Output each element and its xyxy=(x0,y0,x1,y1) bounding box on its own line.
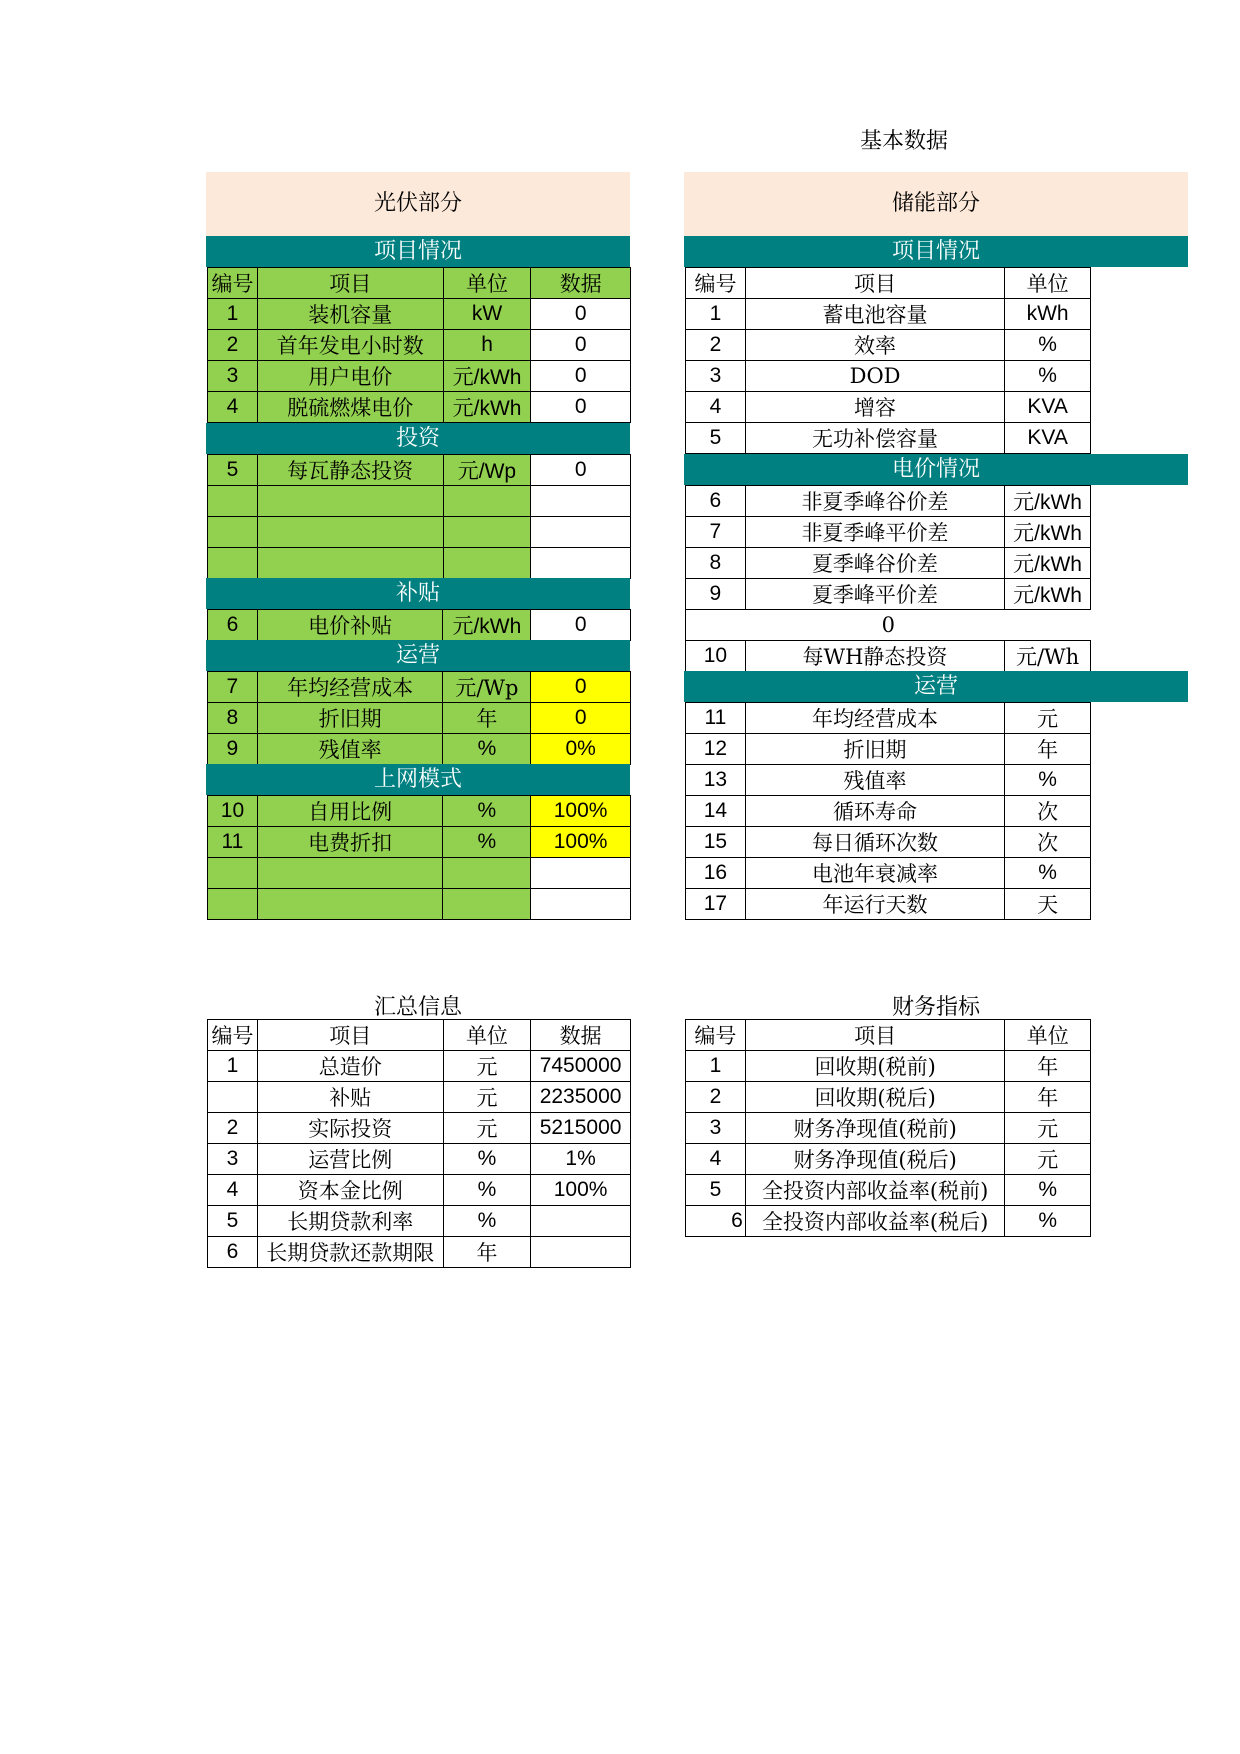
row-item: 长期贷款还款期限 xyxy=(257,1237,443,1268)
row-no: 8 xyxy=(686,548,746,579)
row-item: 回收期(税前) xyxy=(745,1051,1005,1082)
page-title: 基本数据 xyxy=(860,129,949,154)
row-value-cell[interactable]: 100% xyxy=(531,827,631,858)
row-value-cell[interactable]: 0 xyxy=(531,361,631,392)
row-item: 首年发电小时数 xyxy=(257,330,443,361)
header-item: 项目 xyxy=(257,268,443,299)
row-unit: % xyxy=(443,734,531,765)
row-unit: 天 xyxy=(1005,889,1091,920)
table-row xyxy=(208,1113,631,1144)
row-unit: % xyxy=(1005,858,1091,889)
row-unit: % xyxy=(1005,330,1091,361)
row-no: 12 xyxy=(686,734,746,765)
row-item: 折旧期 xyxy=(745,734,1004,765)
table-row xyxy=(208,1082,631,1113)
row-unit: kW xyxy=(443,299,531,330)
row-no: 4 xyxy=(208,392,258,423)
row-item: 实际投资 xyxy=(257,1113,443,1144)
row-no: 10 xyxy=(686,641,746,672)
row-no: 15 xyxy=(686,827,746,858)
table-row xyxy=(208,734,631,765)
es-ops-header: 运营 xyxy=(684,671,1188,702)
row-no: 1 xyxy=(208,299,258,330)
row-unit: h xyxy=(443,330,531,361)
table-row xyxy=(208,858,631,889)
row-unit: 元/Wh xyxy=(1005,641,1091,672)
table-row xyxy=(686,641,1091,672)
table-row xyxy=(208,1051,631,1082)
row-unit: 元 xyxy=(1005,703,1091,734)
pv-subsidy-header: 补贴 xyxy=(206,578,630,609)
header-unit: 单位 xyxy=(1005,1020,1091,1051)
row-value-cell[interactable]: 0 xyxy=(531,455,631,486)
row-item: 效率 xyxy=(745,330,1004,361)
es-table-project xyxy=(685,267,1091,454)
row-item: 残值率 xyxy=(745,765,1004,796)
row-no: 4 xyxy=(686,1144,746,1175)
table-row xyxy=(208,1175,631,1206)
row-item: 装机容量 xyxy=(257,299,443,330)
row-item: 增容 xyxy=(745,392,1004,423)
row-item: 非夏季峰平价差 xyxy=(745,517,1004,548)
row-no: 3 xyxy=(686,361,746,392)
row-no: 4 xyxy=(686,392,746,423)
row-no: 5 xyxy=(208,455,258,486)
row-no: 2 xyxy=(208,330,258,361)
row-unit: 元/kWh xyxy=(1005,517,1091,548)
header-unit: 单位 xyxy=(443,268,531,299)
row-unit: % xyxy=(1005,361,1091,392)
row-unit: % xyxy=(443,796,531,827)
header-value: 数据 xyxy=(531,268,631,299)
pv-ops-header: 运营 xyxy=(206,640,630,671)
row-unit: 元 xyxy=(1005,1113,1091,1144)
empty-cell[interactable] xyxy=(531,548,631,579)
row-value-cell[interactable]: 100% xyxy=(531,1175,631,1206)
row-item: 运营比例 xyxy=(257,1144,443,1175)
table-row xyxy=(208,796,631,827)
row-unit: 元/Wp xyxy=(443,672,531,703)
row-unit: 元 xyxy=(443,1113,530,1144)
row-item: 每WH静态投资 xyxy=(745,641,1004,672)
row-no: 1 xyxy=(208,1051,258,1082)
row-unit: kWh xyxy=(1005,299,1091,330)
row-unit: 次 xyxy=(1005,827,1091,858)
row-no: 11 xyxy=(208,827,258,858)
row-no: 9 xyxy=(208,734,258,765)
table-row xyxy=(208,1237,631,1268)
es-section-title: 储能部分 xyxy=(684,172,1188,236)
row-unit: % xyxy=(443,1144,530,1175)
header-unit: 单位 xyxy=(1005,268,1091,299)
table-row xyxy=(208,889,631,920)
row-no: 3 xyxy=(208,361,258,392)
table-row xyxy=(686,299,1091,330)
table-row xyxy=(686,423,1091,454)
row-no: 11 xyxy=(686,703,746,734)
header-no: 编号 xyxy=(686,268,746,299)
empty-cell[interactable] xyxy=(531,486,631,517)
row-unit: 年 xyxy=(1005,734,1091,765)
row-no: 3 xyxy=(208,1144,258,1175)
row-unit: % xyxy=(443,1206,530,1237)
row-item: 折旧期 xyxy=(257,703,443,734)
row-item: 每瓦静态投资 xyxy=(257,455,443,486)
row-unit: 年 xyxy=(443,1237,530,1268)
pv-table-project xyxy=(207,267,631,423)
es-table-price xyxy=(685,485,1091,672)
es-price-header: 电价情况 xyxy=(684,454,1188,485)
row-no: 2 xyxy=(686,1082,746,1113)
row-item: 回收期(税后) xyxy=(745,1082,1005,1113)
es-project-header: 项目情况 xyxy=(684,236,1188,267)
row-no: 1 xyxy=(686,1051,746,1082)
table-row xyxy=(686,765,1091,796)
table-row xyxy=(208,827,631,858)
table-row xyxy=(686,330,1091,361)
table-row xyxy=(208,361,631,392)
table-row xyxy=(686,703,1091,734)
header-no: 编号 xyxy=(686,1020,746,1051)
table-row xyxy=(686,361,1091,392)
header-no: 编号 xyxy=(208,268,258,299)
row-no: 5 xyxy=(686,1175,746,1206)
header-item: 项目 xyxy=(257,1020,443,1051)
table-row xyxy=(208,703,631,734)
empty-cell[interactable] xyxy=(531,517,631,548)
row-value-cell[interactable]: 0 xyxy=(531,299,631,330)
row-item: 补贴 xyxy=(257,1082,443,1113)
row-item: 非夏季峰谷价差 xyxy=(745,486,1004,517)
row-unit: 次 xyxy=(1005,796,1091,827)
row-no: 6 xyxy=(208,610,258,641)
table-row xyxy=(208,392,631,423)
table-row xyxy=(208,330,631,361)
row-unit: % xyxy=(1005,765,1091,796)
row-no: 6 xyxy=(686,1206,746,1237)
row-value-cell[interactable]: 0 xyxy=(531,330,631,361)
row-item: 蓄电池容量 xyxy=(745,299,1004,330)
row-no: 5 xyxy=(208,1206,258,1237)
row-value-cell[interactable]: 100% xyxy=(531,796,631,827)
row-unit: 年 xyxy=(1005,1051,1091,1082)
row-no: 6 xyxy=(686,486,746,517)
table-row xyxy=(686,392,1091,423)
row-unit: KVA xyxy=(1005,392,1091,423)
row-item: DOD xyxy=(745,361,1004,392)
empty-cell[interactable] xyxy=(531,858,631,889)
row-item: 总造价 xyxy=(257,1051,443,1082)
row-no: 2 xyxy=(686,330,746,361)
row-value-cell[interactable]: 0 xyxy=(531,703,631,734)
row-no: 9 xyxy=(686,579,746,610)
row-item: 全投资内部收益率(税后) xyxy=(745,1206,1005,1237)
row-item: 用户电价 xyxy=(257,361,443,392)
row-no: 2 xyxy=(208,1113,258,1144)
row-no: 4 xyxy=(208,1175,258,1206)
table-row xyxy=(208,610,631,641)
row-no: 16 xyxy=(686,858,746,889)
summary-table xyxy=(207,1019,631,1268)
row-no xyxy=(208,1082,258,1113)
merged-value-cell[interactable]: 0 xyxy=(686,610,1091,641)
row-unit: 元 xyxy=(443,1082,530,1113)
row-no: 6 xyxy=(208,1237,258,1268)
table-row xyxy=(686,858,1091,889)
row-value-cell[interactable] xyxy=(531,1206,631,1237)
table-row xyxy=(686,889,1091,920)
row-unit: 元/Wp xyxy=(443,455,531,486)
row-item: 每日循环次数 xyxy=(745,827,1004,858)
row-value-cell[interactable]: 1% xyxy=(531,1144,631,1175)
pv-table-grid-mode xyxy=(207,795,631,920)
row-value-cell[interactable]: 7450000 xyxy=(531,1051,631,1082)
pv-table-invest xyxy=(207,454,631,579)
row-item: 财务净现值(税后) xyxy=(745,1144,1005,1175)
pv-invest-header: 投资 xyxy=(206,423,630,454)
pv-grid-mode-header: 上网模式 xyxy=(206,764,630,795)
row-unit: 元/kWh xyxy=(1005,579,1091,610)
row-unit: 年 xyxy=(443,703,531,734)
table-row xyxy=(208,455,631,486)
row-item: 年均经营成本 xyxy=(257,672,443,703)
table-row xyxy=(208,299,631,330)
row-unit: 元/kWh xyxy=(1005,548,1091,579)
header-unit: 单位 xyxy=(443,1020,530,1051)
table-row xyxy=(686,734,1091,765)
finance-table xyxy=(685,1019,1091,1237)
finance-title: 财务指标 xyxy=(891,995,980,1020)
table-row xyxy=(686,517,1091,548)
row-value-cell[interactable]: 5215000 xyxy=(531,1113,631,1144)
pv-section-title: 光伏部分 xyxy=(206,172,630,236)
row-no: 14 xyxy=(686,796,746,827)
table-row xyxy=(686,548,1091,579)
table-row xyxy=(208,1144,631,1175)
table-row xyxy=(686,1175,1091,1206)
row-item: 脱硫燃煤电价 xyxy=(257,392,443,423)
es-table-ops xyxy=(685,702,1091,920)
table-row xyxy=(686,1144,1091,1175)
row-item: 夏季峰平价差 xyxy=(745,579,1004,610)
row-item: 自用比例 xyxy=(257,796,443,827)
row-unit: KVA xyxy=(1005,423,1091,454)
row-item: 年均经营成本 xyxy=(745,703,1004,734)
table-row xyxy=(208,1206,631,1237)
row-unit: 元 xyxy=(1005,1144,1091,1175)
row-no: 10 xyxy=(208,796,258,827)
table-row xyxy=(208,517,631,548)
row-item: 年运行天数 xyxy=(745,889,1004,920)
row-item: 财务净现值(税前) xyxy=(745,1113,1005,1144)
row-no: 13 xyxy=(686,765,746,796)
row-value-cell[interactable]: 2235000 xyxy=(531,1082,631,1113)
row-unit: % xyxy=(1005,1175,1091,1206)
table-row xyxy=(208,548,631,579)
row-no: 8 xyxy=(208,703,258,734)
table-row xyxy=(686,610,1091,641)
row-item: 电价补贴 xyxy=(257,610,443,641)
row-unit: 元/kWh xyxy=(1005,486,1091,517)
row-item: 全投资内部收益率(税前) xyxy=(745,1175,1005,1206)
row-no: 3 xyxy=(686,1113,746,1144)
row-unit: % xyxy=(1005,1206,1091,1237)
row-unit: % xyxy=(443,827,531,858)
pv-table-ops xyxy=(207,671,631,765)
row-no: 17 xyxy=(686,889,746,920)
header-value: 数据 xyxy=(531,1020,631,1051)
row-no: 1 xyxy=(686,299,746,330)
row-item: 长期贷款利率 xyxy=(257,1206,443,1237)
row-item: 循环寿命 xyxy=(745,796,1004,827)
header-no: 编号 xyxy=(208,1020,258,1051)
table-row xyxy=(686,1051,1091,1082)
row-unit: % xyxy=(443,1175,530,1206)
row-no: 7 xyxy=(686,517,746,548)
table-row xyxy=(686,827,1091,858)
header-item: 项目 xyxy=(745,268,1004,299)
row-value-cell[interactable]: 0 xyxy=(531,392,631,423)
row-unit: 元 xyxy=(443,1051,530,1082)
row-value-cell[interactable]: 0 xyxy=(531,672,631,703)
row-item: 电池年衰减率 xyxy=(745,858,1004,889)
table-row xyxy=(686,486,1091,517)
header-item: 项目 xyxy=(745,1020,1005,1051)
row-item: 无功补偿容量 xyxy=(745,423,1004,454)
summary-title: 汇总信息 xyxy=(373,995,462,1020)
row-value-cell[interactable]: 0 xyxy=(531,610,631,641)
row-unit: 元/kWh xyxy=(443,392,531,423)
table-row xyxy=(208,672,631,703)
pv-table-subsidy xyxy=(207,609,631,641)
row-unit: 元/kWh xyxy=(443,610,531,641)
row-item: 夏季峰谷价差 xyxy=(745,548,1004,579)
table-row xyxy=(686,1113,1091,1144)
row-no: 5 xyxy=(686,423,746,454)
table-row xyxy=(208,486,631,517)
row-value-cell[interactable] xyxy=(531,1237,631,1268)
empty-cell[interactable] xyxy=(531,889,631,920)
table-row xyxy=(686,796,1091,827)
pv-project-header: 项目情况 xyxy=(206,236,630,267)
row-item: 资本金比例 xyxy=(257,1175,443,1206)
row-value-cell[interactable]: 0% xyxy=(531,734,631,765)
row-item: 电费折扣 xyxy=(257,827,443,858)
table-row xyxy=(686,579,1091,610)
row-item: 残值率 xyxy=(257,734,443,765)
table-row xyxy=(686,1082,1091,1113)
row-unit: 年 xyxy=(1005,1082,1091,1113)
table-row xyxy=(686,1206,1091,1237)
row-unit: 元/kWh xyxy=(443,361,531,392)
row-no: 7 xyxy=(208,672,258,703)
